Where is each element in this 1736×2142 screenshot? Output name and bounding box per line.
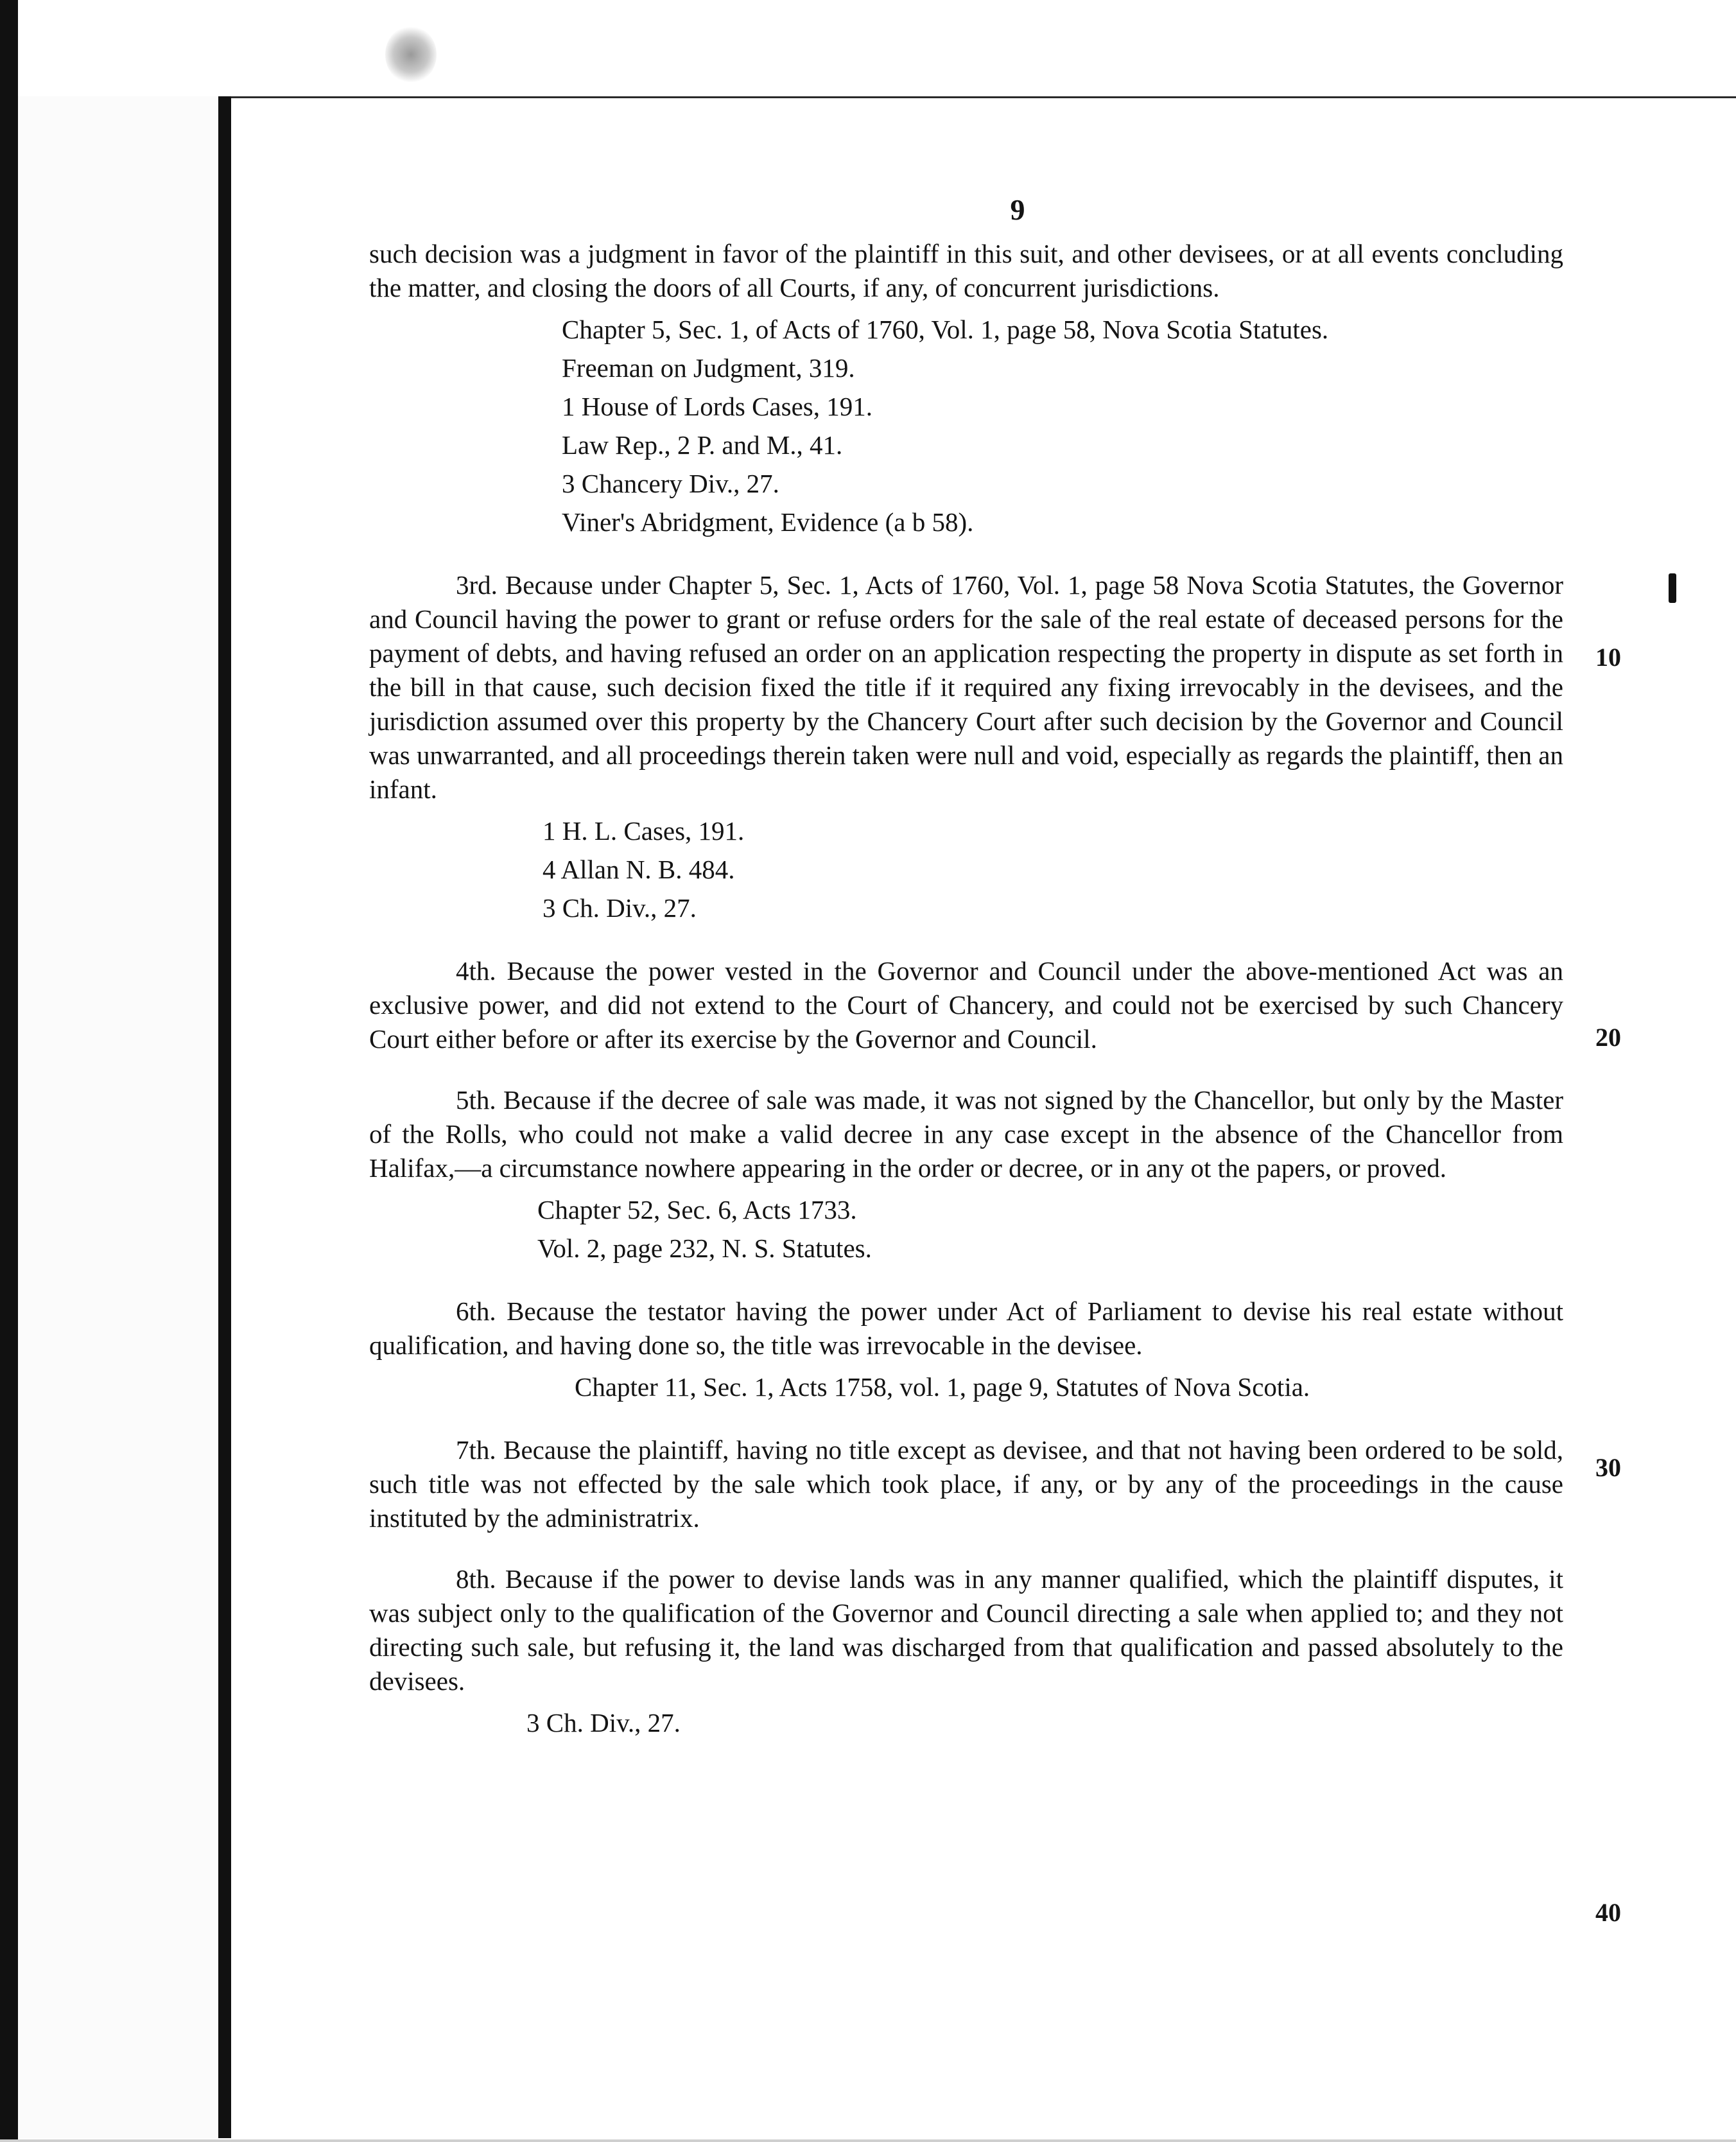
citation: Chapter 52, Sec. 6, Acts 1733. (537, 1195, 857, 1224)
citation: 3 Ch. Div., 27. (526, 1708, 681, 1737)
citation: Chapter 5, Sec. 1, of Acts of 1760, Vol. 1, page 58, Nova Scotia Statutes. (562, 315, 1329, 344)
citation: Law Rep., 2 P. and M., 41. (562, 430, 843, 460)
citation: 1 House of Lords Cases, 191. (562, 392, 872, 421)
page-number: 9 (1010, 193, 1025, 226)
line-number-20: 20 (1595, 1023, 1621, 1052)
citation: Freeman on Judgment, 319. (562, 353, 855, 383)
citation: Viner's Abridgment, Evidence (a b 58). (562, 507, 974, 537)
citation: 1 H. L. Cases, 191. (542, 816, 745, 846)
binding-spine (218, 96, 231, 2138)
citation-list-8th (369, 1703, 1563, 1742)
citation: 3 Chancery Div., 27. (562, 469, 779, 498)
line-number-10: 10 (1595, 643, 1621, 672)
previous-page-edge (18, 96, 218, 2138)
paragraph-6th: 6th. Because the testator having the power under Act of Parliament to devise his real estate without qualification, and having done so, the title was irrevocable in the devisee. (369, 1296, 1563, 1360)
scan-bottom-edge (0, 2139, 1736, 2142)
ink-smudge (385, 26, 437, 83)
citation-list-6th (369, 1368, 1563, 1406)
citation: Chapter 11, Sec. 1, Acts 1758, vol. 1, page 9, Statutes of Nova Scotia. (575, 1372, 1310, 1402)
paragraph-intro: such decision was a judgment in favor of the plaintiff in this suit, and other devisees, or at all events concluding the matter, and closing the doors of all Courts, if any, of concurrent jurisdictions. (369, 239, 1563, 302)
margin-ink-mark (1669, 573, 1676, 603)
citation: Vol. 2, page 232, N. S. Statutes. (537, 1233, 872, 1263)
citation-list-3rd (369, 812, 1563, 927)
line-number-30: 30 (1595, 1453, 1621, 1482)
citation-list-5th (369, 1190, 1563, 1267)
scan-left-border (0, 0, 18, 2142)
paragraph-4th: 4th. Because the power vested in the Governor and Council under the above-mentioned Act was an exclusive power, and did not extend to the Court of Chancery, and could not be exercised by such Chancery Court either before or after its exercise by the Governor and Council. (369, 956, 1563, 1054)
paragraph-3rd: 3rd. Because under Chapter 5, Sec. 1, Acts of 1760, Vol. 1, page 58 Nova Scotia Statutes, the Governor and Council having the power to grant or refuse orders for the sale of the real estate of deceased persons for the payment of debts, and having refused an order on an application respecting the property in dispute as set forth in the bill in that cause, such decision fixed the title if it required any fixing irrevocably in the devisees, and the jurisdiction assumed over this property by the Chancery Court after such decision by the Governor and Council was unwarranted, and all proceedings therein taken were null and void, especially as regards the plaintiff, then an infant. (369, 570, 1563, 804)
citation: 3 Ch. Div., 27. (542, 893, 697, 923)
citation: 4 Allan N. B. 484. (542, 855, 735, 884)
paragraph-7th: 7th. Because the plaintiff, having no title except as devisee, and that not having been ordered to be sold, such title was not effected by the sale which took place, if any, or by any of the proceedings in the cause instituted by the administratrix. (369, 1435, 1563, 1533)
citation-list-intro (369, 310, 1563, 541)
line-number-40: 40 (1595, 1898, 1621, 1927)
document-body (369, 193, 1563, 1742)
paragraph-5th: 5th. Because if the decree of sale was made, it was not signed by the Chancellor, but only by the Master of the Rolls, who could not make a valid decree in any case except in the absence of the Chancellor from Halifax,—a circumstance nowhere appearing in the order or decree, or in any ot the papers, or proved. (369, 1085, 1563, 1183)
paragraph-8th: 8th. Because if the power to devise lands was in any manner qualified, which the plaintiff disputes, it was subject only to the qualification of the Governor and Council directing a sale when applied to; and they not directing such sale, but refusing it, the land was discharged from that qualification and passed absolutely to the devisees. (369, 1564, 1563, 1696)
